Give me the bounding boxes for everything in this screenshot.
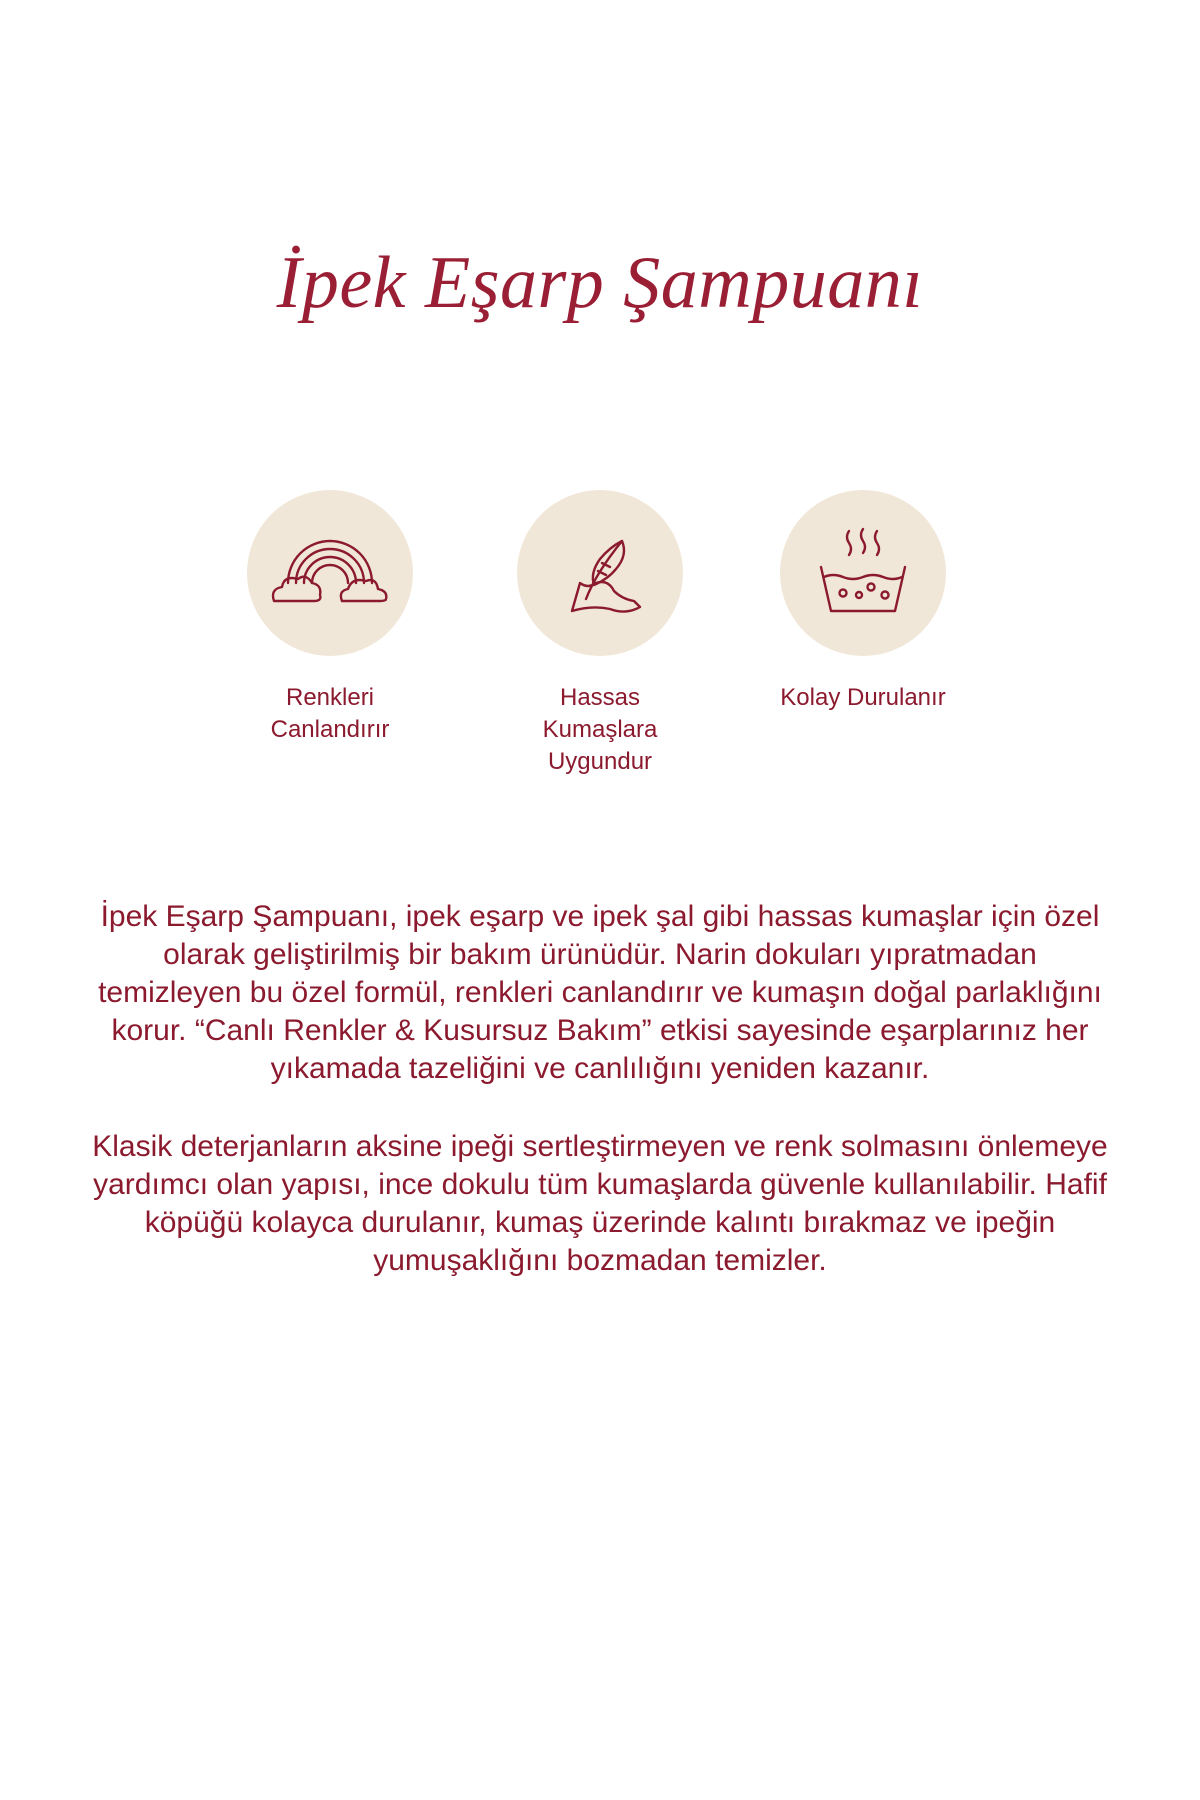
feature-icon-circle — [517, 490, 683, 656]
feature-item-delicate — [480, 490, 720, 778]
page-title: İpek Eşarp Şampuanı — [276, 242, 924, 324]
feature-label: Kolay Durulanır — [780, 684, 946, 711]
feature-item-rinse — [743, 490, 983, 714]
feature-icon-circle — [247, 490, 413, 656]
feature-icon-circle — [780, 490, 946, 656]
rainbow-icon — [260, 503, 400, 643]
product-description — [90, 898, 1110, 1320]
feature-item-colors — [210, 490, 450, 746]
feather-fabric-icon — [530, 503, 670, 643]
feature-label: Renkleri Canlandırır — [270, 684, 390, 743]
description-paragraph: İpek Eşarp Şampuanı, ipek eşarp ve ipek şal gibi hassas kumaşlar için özel olarak geliştirilmiş bir bakım ürünüdür. Narin dokuları yıpratmadan temizleyen bu özel formül, renkleri canlandırır ve kumaşın doğal parlaklığını korur. “Canlı Renkler & Kusursuz Bakım” etkisi sayesinde eşarplarınız her yıkamada tazeliğini ve canlılığını yeniden kazanır. — [98, 900, 1102, 1085]
description-paragraph: Klasik deterjanların aksine ipeği sertleştirmeyen ve renk solmasını önlemeye yardımcı olan yapısı, ince dokulu tüm kumaşlarda güvenle kullanılabilir. Hafif köpüğü kolayca durulanır, kumaş üzerinde kalıntı bırakmaz ve ipeğin yumuşaklığını bozmadan temizler. — [92, 1130, 1108, 1277]
feature-list — [0, 490, 1200, 775]
feature-label: Hassas Kumaşlara Uygundur — [542, 684, 658, 775]
wash-basin-icon — [793, 503, 933, 643]
